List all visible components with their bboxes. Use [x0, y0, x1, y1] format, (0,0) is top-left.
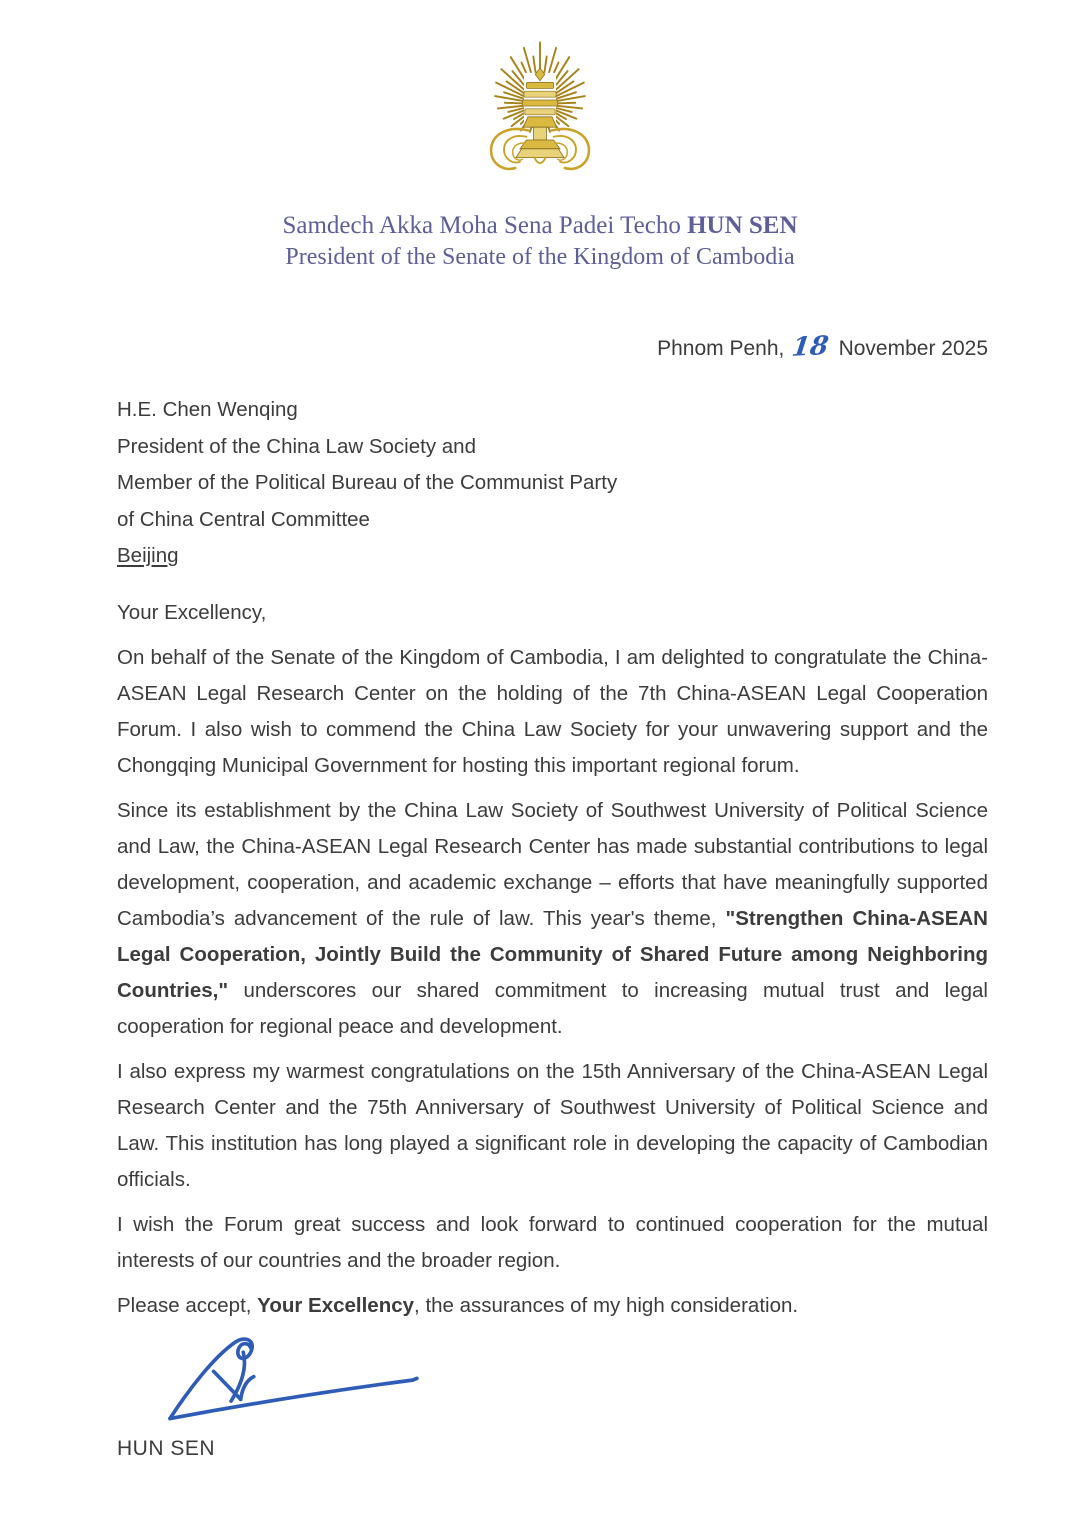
handwritten-day: 18 [790, 331, 831, 363]
recipient-title-2: Member of the Political Bureau of the Communist Party [117, 471, 618, 494]
paragraph-3: I also express my warmest congratulations on the 15th Anniversary of the China-ASEAN Legal Research Center and the 75th Anniversary of Southwest University of Political Science and Law. This institution has long played a significant role in developing the capacity of Cambodian officials. [117, 1059, 988, 1191]
dateline [0, 332, 1080, 362]
royal-arms-icon [480, 36, 600, 196]
recipient-title-3: of China Central Committee [117, 507, 370, 531]
salutation: Your Excellency, [117, 600, 267, 624]
signatory-name: HUN SEN [117, 1436, 216, 1460]
signature-block [150, 1333, 1080, 1429]
paragraph-2: Since its establishment by the China Law Society of Southwest University of Political Science and Law, the China-ASEAN Legal Research Center has made substantial contributions to legal development, cooperation, and academic exchange – efforts that have meaningfully supported Cambodia’s advancement of the rule of law. This year's theme, "Strengthen China-ASEAN Legal Cooperation, Jointly Build the Community of Shared Future among Neighboring Countries," underscores our shared commitment to increasing mutual trust and legal cooperation for regional peace and development. [117, 798, 988, 1038]
paragraph-1: On behalf of the Senate of the Kingdom of Cambodia, I am delighted to congratulate the China-ASEAN Legal Research Center on the holding of the 7th China-ASEAN Legal Cooperation Forum. I also wish to commend the China Law Society for your unwavering support and the Chongqing Municipal Government for hosting this important regional forum. [117, 645, 988, 777]
recipient-block [117, 392, 1080, 575]
title-name: HUN SEN [687, 212, 798, 239]
recipient-name: H.E. Chen Wenqing [117, 398, 298, 421]
recipient-city: Beijing [117, 544, 179, 567]
signature-ink-icon [150, 1333, 450, 1429]
letterhead-title [0, 210, 1080, 242]
letter-body [117, 595, 988, 1324]
title-prefix: Samdech Akka Moha Sena Padei Techo [282, 212, 688, 239]
dateline-city: Phnom Penh, [657, 337, 785, 360]
letterhead-subtitle: President of the Senate of the Kingdom of Cambodia [285, 244, 795, 270]
dateline-monthyear: November 2025 [838, 337, 988, 360]
closing-line: Please accept, Your Excellency, the assurances of my high consideration. [117, 1293, 799, 1317]
letterhead-emblem [0, 36, 1080, 196]
recipient-title-1: President of the China Law Society and [117, 434, 476, 458]
letterhead [0, 210, 1080, 272]
paragraph-4: I wish the Forum great success and look forward to continued cooperation for the mutual interests of our countries and the broader region. [117, 1212, 988, 1272]
